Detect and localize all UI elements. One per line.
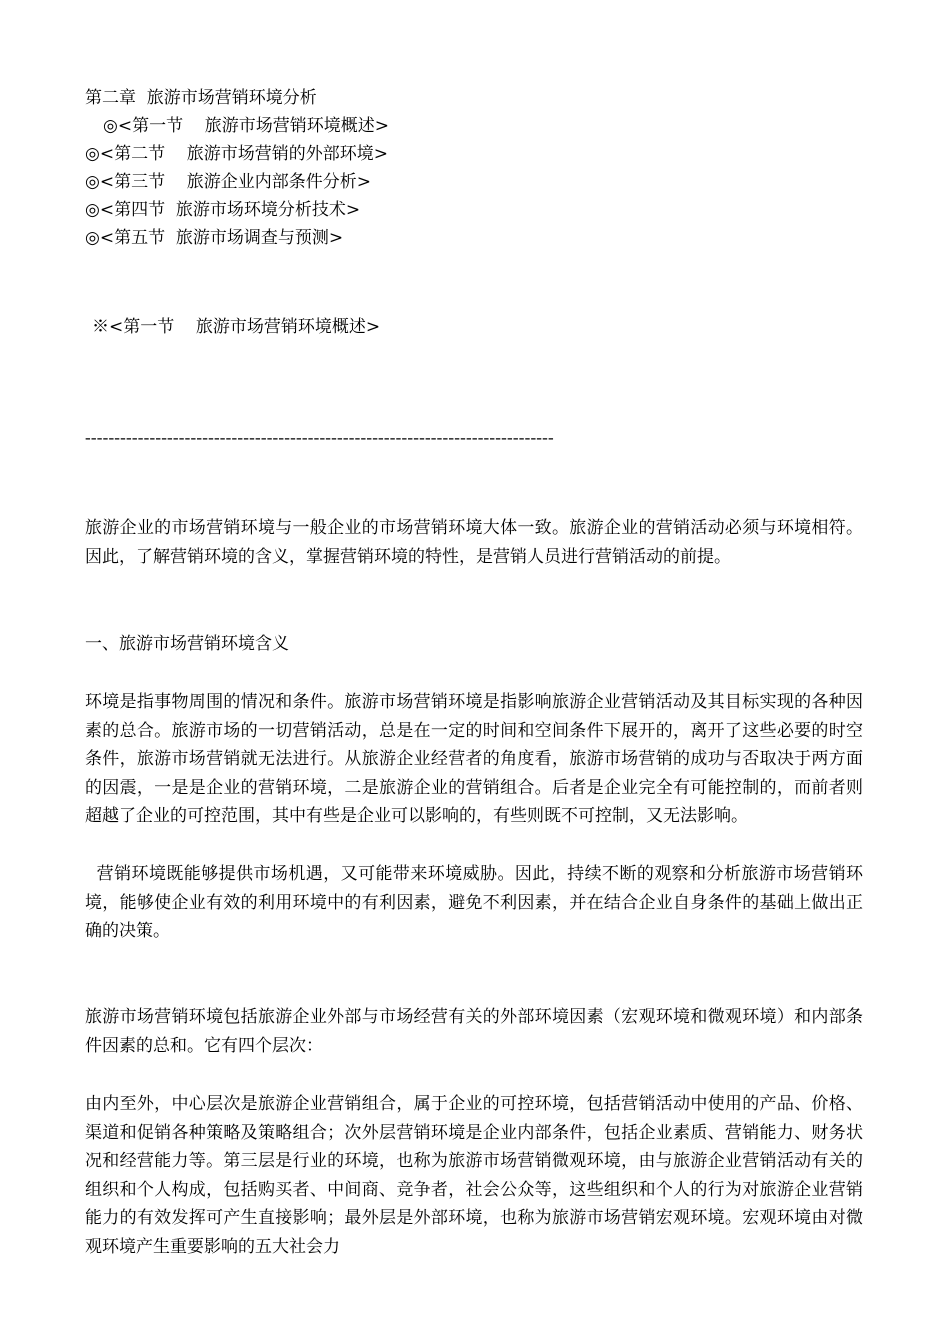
toc-link-section-1[interactable]: ◎<第一节 旅游市场营销环境概述> bbox=[103, 116, 389, 136]
horizontal-divider: -------------------------------------------------------------------------------- bbox=[85, 428, 554, 447]
layers-paragraph: 由内至外，中心层次是旅游企业营销组合，属于企业的可控环境，包括营销活动中使用的产品、价格、渠道和促销各种策略及策略组合；次外层营销环境是企业内部条件，包括企业素质、营销能力、财务状况和经营能力等。第三层是行业的环境，也称为旅游市场营销微观环境，由与旅游企业营销活动有关的组织和个人构成，包括购买者、中间商、竞争者，社会公众等，这些组织和个人的行为对旅游企业营销能力的有效发挥可产生直接影响；最外层是外部环境，也称为旅游市场营销宏观环境。宏观环境由对微观环境产生重要影响的五大社会力 bbox=[85, 1094, 863, 1257]
chapter-title: 第二章 旅游市场营销环境分析 bbox=[85, 88, 317, 108]
definition-paragraph: 环境是指事物周围的情况和条件。旅游市场营销环境是指影响旅游企业营销活动及其目标实现的各种因素的总合。旅游市场的一切营销活动，总是在一定的时间和空间条件下展开的，离开了这些必要的时空条件，旅游市场营销就无法进行。从旅游企业经营者的角度看，旅游市场营销的成功与否取决于两方面的因震，一是是企业的营销环境，二是旅游企业的营销组合。后者是企业完全有可能控制的，而前者则超越了企业的可控范围，其中有些是企业可以影响的，有些则既不可控制，又无法影响。 bbox=[85, 692, 863, 827]
composition-paragraph: 旅游市场营销环境包括旅游企业外部与市场经营有关的外部环境因素（宏观环境和微观环境）和内部条件因素的总和。它有四个层次： bbox=[85, 1007, 863, 1056]
intro-paragraph: 旅游企业的市场营销环境与一般企业的市场营销环境大体一致。旅游企业的营销活动必须与环境相符。因此，了解营销环境的含义，掌握营销环境的特性，是营销人员进行营销活动的前提。 bbox=[85, 518, 863, 567]
toc-link-section-4[interactable]: ◎<第四节 旅游市场环境分析技术> bbox=[85, 200, 361, 220]
toc-link-section-5[interactable]: ◎<第五节 旅游市场调查与预测> bbox=[85, 228, 344, 248]
opportunity-paragraph: 营销环境既能够提供市场机遇，又可能带来环境威胁。因此，持续不断的观察和分析旅游市场营销环境，能够使企业有效的利用环境中的有利因素，避免不利因素，并在结合企业自身条件的基础上做出正确的决策。 bbox=[85, 864, 864, 942]
toc-link-section-3[interactable]: ◎<第三节 旅游企业内部条件分析> bbox=[85, 172, 371, 192]
section-heading: ※<第一节 旅游市场营销环境概述> bbox=[92, 317, 381, 337]
toc-link-section-2[interactable]: ◎<第二节 旅游市场营销的外部环境> bbox=[85, 144, 388, 164]
subsection-heading: 一、旅游市场营销环境含义 bbox=[85, 634, 289, 654]
